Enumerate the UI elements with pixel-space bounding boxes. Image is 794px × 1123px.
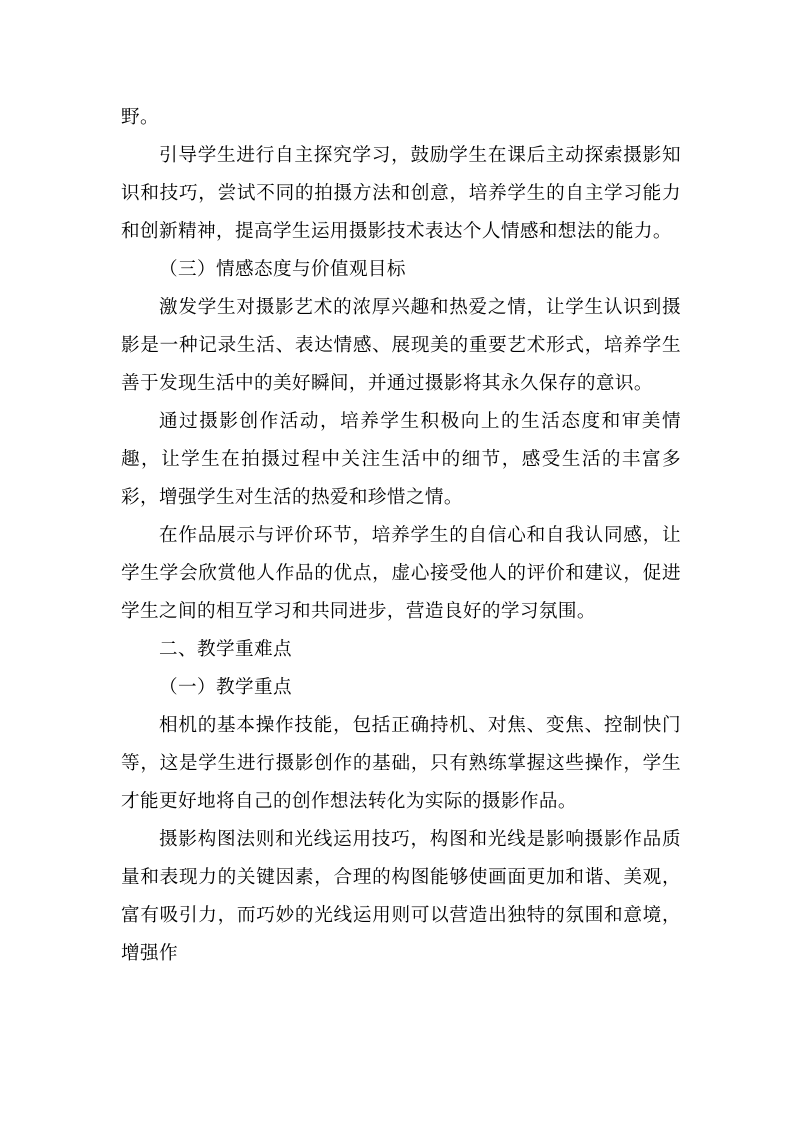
paragraph-continuation: 野。 — [121, 107, 159, 128]
subsection-heading-key-points: （一）教学重点 — [159, 677, 292, 698]
section-heading-key-difficulties: 二、教学重难点 — [159, 639, 292, 660]
paragraph-camera-operation: 相机的基本操作技能，包括正确持机、对焦、变焦、控制快门等，这是学生进行摄影创作的基础，只有熟练掌握这些操作，学生才能更好地将自己的创作想法转化为实际的摄影作品。 — [121, 715, 681, 812]
paragraph-self-study: 引导学生进行自主探究学习，鼓励学生在课后主动探索摄影知识和技巧，尝试不同的拍摄方法和创意，培养学生的自主学习能力和创新精神，提高学生运用摄影技术表达个人情感和想法的能力。 — [121, 145, 681, 242]
document-body — [121, 99, 681, 973]
paragraph-interest: 激发学生对摄影艺术的浓厚兴趣和热爱之情，让学生认识到摄影是一种记录生活、表达情感、展现美的重要艺术形式，培养学生善于发现生活中的美好瞬间，并通过摄影将其永久保存的意识。 — [121, 297, 681, 394]
section-heading-emotion-values: （三）情感态度与价值观目标 — [159, 259, 406, 280]
paragraph-composition-lighting: 摄影构图法则和光线运用技巧，构图和光线是影响摄影作品质量和表现力的关键因素，合理的构图能够使画面更加和谐、美观，富有吸引力，而巧妙的光线运用则可以营造出独特的氛围和意境，增强作 — [121, 829, 681, 964]
paragraph-attitude: 通过摄影创作活动，培养学生积极向上的生活态度和审美情趣，让学生在拍摄过程中关注生活中的细节，感受生活的丰富多彩，增强学生对生活的热爱和珍惜之情。 — [121, 411, 681, 508]
paragraph-confidence: 在作品展示与评价环节，培养学生的自信心和自我认同感，让学生学会欣赏他人作品的优点，虚心接受他人的评价和建议，促进学生之间的相互学习和共同进步，营造良好的学习氛围。 — [121, 525, 681, 622]
